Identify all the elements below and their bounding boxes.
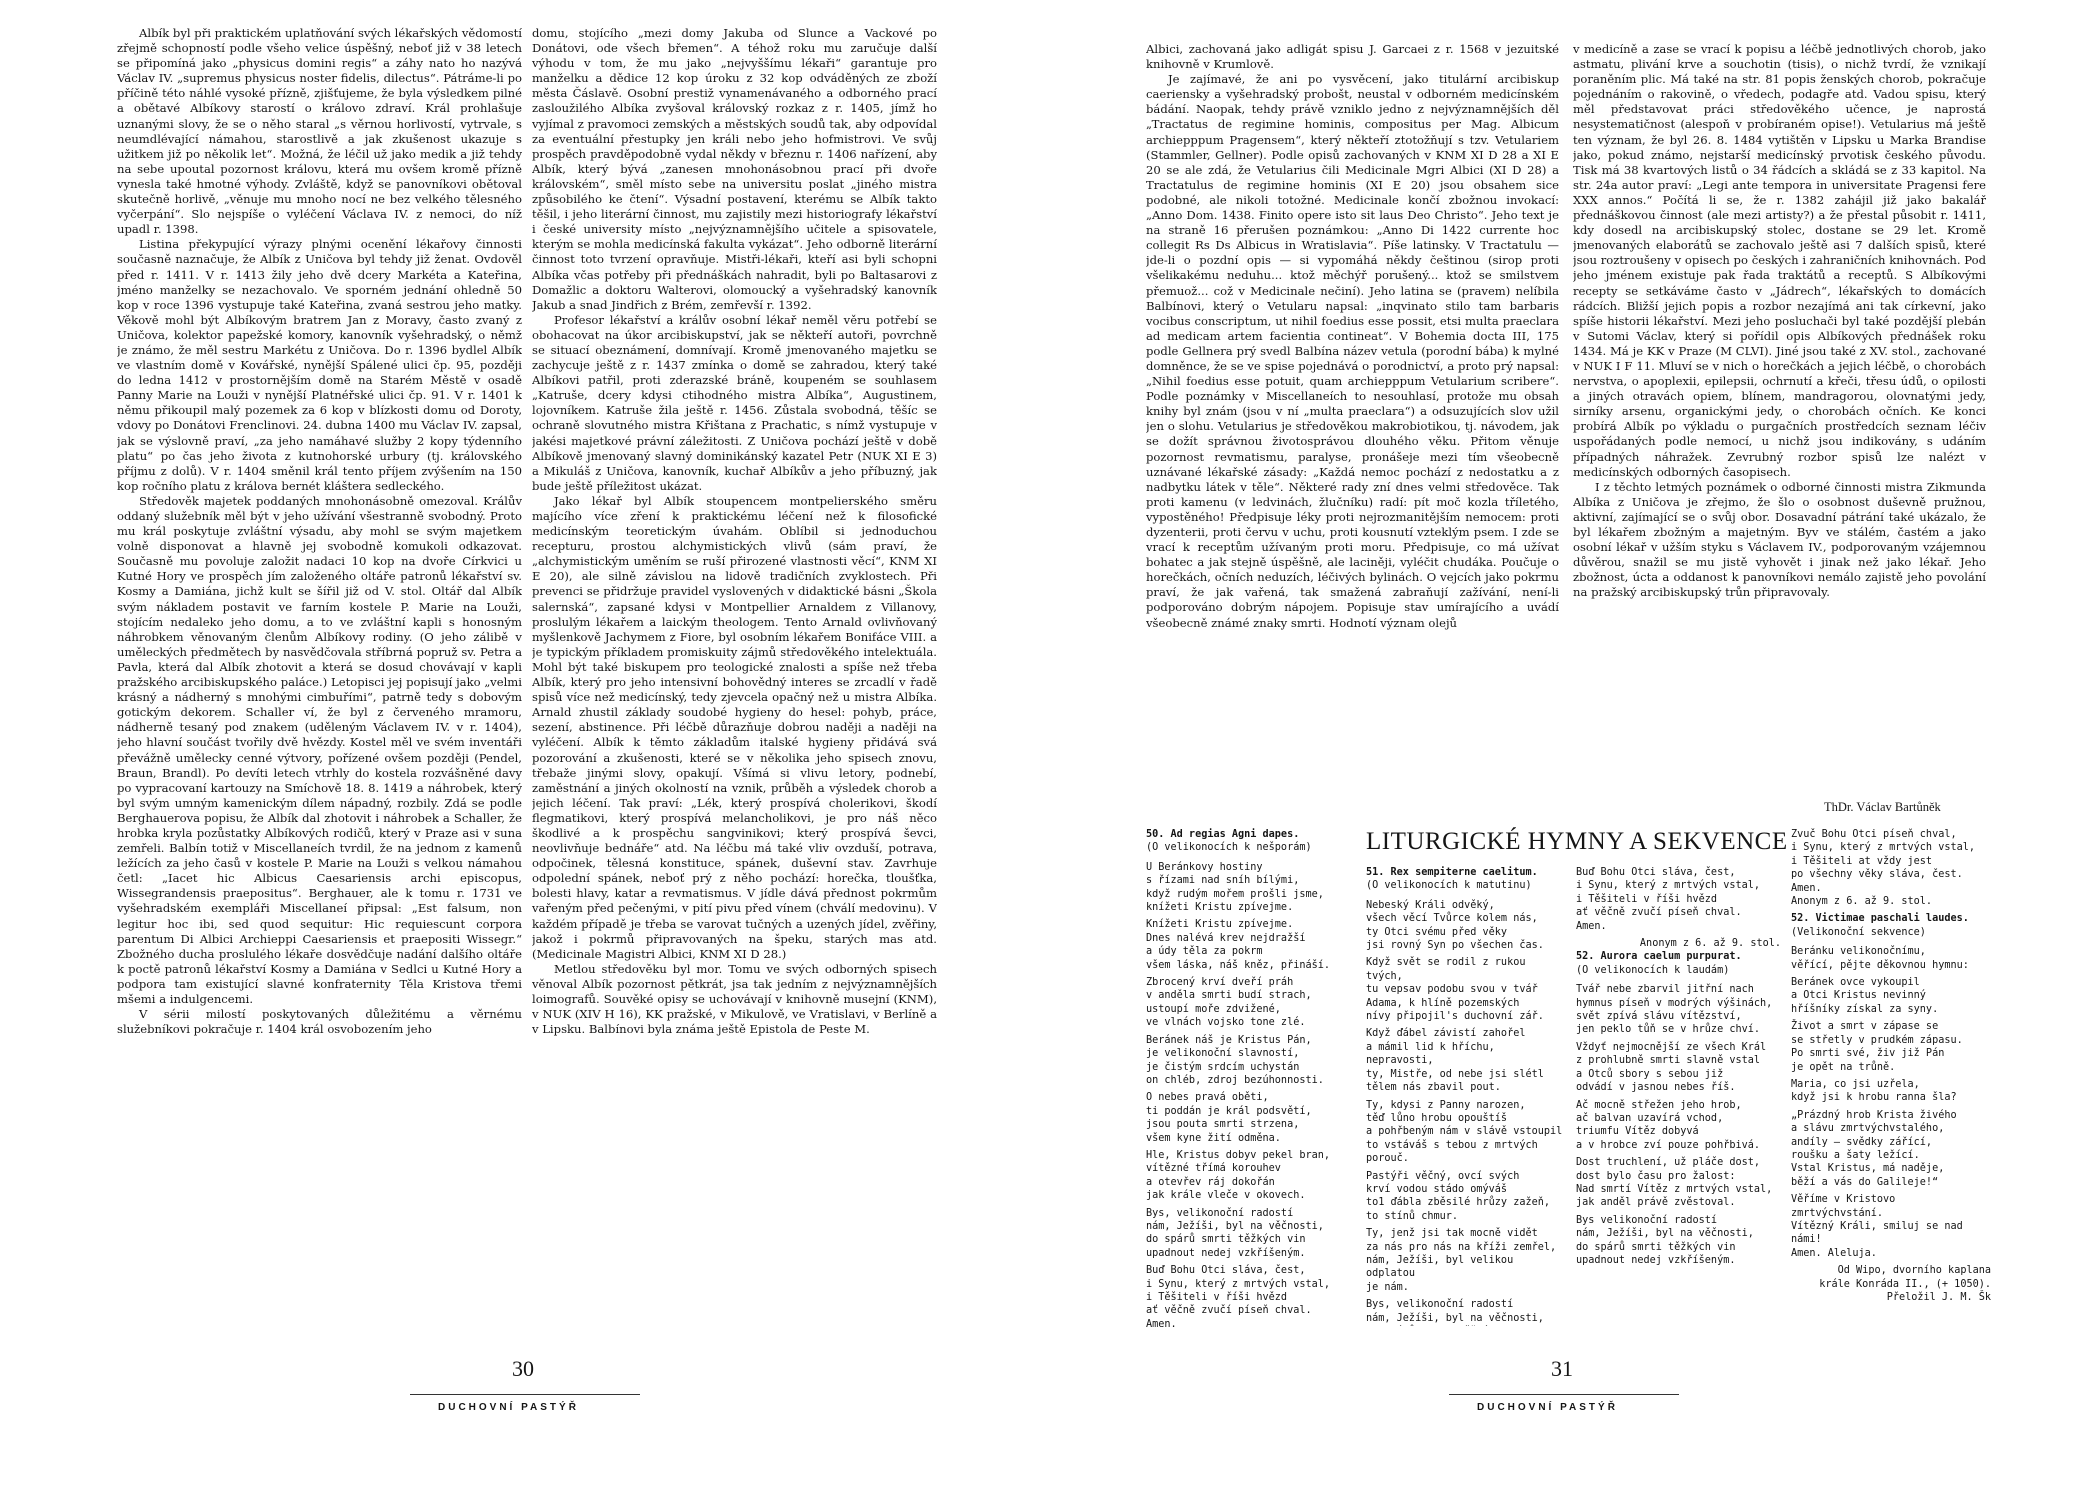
author-byline: ThDr. Václav Bartůněk xyxy=(1824,800,1941,814)
hymn-stanza: O nebes pravá oběti, ti poddán je král podsvětí, jsou pouta smrti strzena, všem kyne žití odměna. xyxy=(1146,1092,1312,1144)
hymn-author: Od Wipo, dvorního kaplana krále Konráda II., (+ 1050). Přeložil J. M. Šk xyxy=(1819,1265,1991,1303)
footer-rule-right xyxy=(1449,1394,1679,1395)
hymn-stanza: Hle, Kristus dobyv pekel bran, vítězné třímá korouhev a otevřev ráj dokořán jak krále vleče v okovech. xyxy=(1146,1149,1331,1202)
page-number-right: 31 xyxy=(1551,1356,1573,1381)
hymn-heading: 52. Aurora caelum purpurat. xyxy=(1576,951,1742,963)
right-column-1 xyxy=(1146,42,1559,819)
hymn-column-4 xyxy=(1791,828,1991,1328)
hymn-stanza: Buď Bohu Otci sláva, čest, i Synu, který z mrtvých vstal, i Těšiteli v říši hvězd ať věčně zvučí píseň chval. Amen. xyxy=(1146,1265,1331,1328)
hymn-stanza: Beránek ovce vykoupil a Otci Kristus nevinný hříšníky získal za syny. xyxy=(1791,977,1939,1015)
hymn-column-3 xyxy=(1576,866,1781,1326)
hymn-subtitle: (Velikonoční sekvence) xyxy=(1791,926,1926,938)
running-head-right: DUCHOVNÍ PASTÝŘ xyxy=(1477,1402,1618,1413)
hymn-subtitle: (O velikonocích k matutinu) xyxy=(1366,880,1532,892)
hymn-stanza: Beránek náš je Kristus Pán, je velikonoční slavností, je čistým srdcím uchystán on chléb, zdroj bezúhonnosti. xyxy=(1146,1034,1324,1086)
hymn-stanza: U Beránkovy hostiny s řízami nad sníh bílými, když rudým mořem prošli jsme, knížeti Kristu zpívejme. xyxy=(1146,861,1324,914)
hymn-heading: 51. Rex sempiterne caelitum. xyxy=(1366,867,1538,878)
paragraph: Metlou středověku byl mor. Tomu ve svých odborných spisech věnoval Albík pozornost pětkrát, jsa tak jedním z nejvýznamnějších loimografů. Souvěké opisy se uchovávají v knihovně musejní (KNM), v NUK (XIV H 16), KK pražské, v Mikulově, ve Vratislavi, v Berlíně a v Lipsku. Balbínovi byla známa ještě Epistola de Peste M. xyxy=(532,961,937,1037)
hymn-author: Anonym z 6. až 9. stol. xyxy=(1639,938,1781,950)
left-column-2 xyxy=(532,26,937,1326)
hymn-subtitle: (O velikonocích k nešporám) xyxy=(1146,842,1312,854)
paragraph: v medicíně a zase se vrací k popisu a léčbě jednotlivých chorob, jako astmatu, plivání krve a souchotin (tisis), o nichž tvrdí, že vznikají poraněním plic. Má také na str. 81 popis ženských chorob, pokračuje pojednáním o rakovině, o vředech, podagře atd. Vadou spisu, který měl představovat práci středověkého učence, je naprostá nesystematičnost (alespoň v probíraném opise!). Vetularius má ještě ten význam, že byl 26. 8. 1484 vytištěn v Lipsku u Marka Brandise jako, pokud známo, nejstarší medicínský prvotisk českého původu. Tisk má 38 kvartových listů o 34 řádcích a skládá se z 33 kapitol. Na str. 24a autor praví: „Legi ante tempora in universitate Pragensi fere XXX annos.“ Počítá li se, že r. 1382 zahájil již jako bakalář přednáškovou činnost (ale mezi artisty?) a že přestal působit r. 1411, kdy dosedl na arcibiskupský stolec, dostane se 29 let. Kromě jmenovaných elaborátů se zachovalo ještě asi 7 dalších spisů, které jsou roztroušeny v opisech po českých i zahraničních knihovnách. Pod jeho jménem existuje pak řada traktátů a receptů. S Albíkovými recepty se setkáváme často v „Jádrech“, lékařských to domácích rádcích. Bližší jejich popis a rozbor nezajímá ani tak církevní, jako spíše historii lékařství. Mezi jeho posluchači byl také pozdější plebán v Sutomi Václav, který si pořídil opis Albíkových přednášek roku 1434. Má je KK v Praze (M CLVI). Jiné jsou také z XV. stol., zachované v NUK I F 11. Mluví se v nich o horečkách a jejich léčbě, o chorobách nervstva, o apoplexii, epilepsii, ochrnutí a křeči, třesu údů, o opilosti a jiných otravách opiem, blínem, mandragorou, olovnatými jedy, sirníky arsenu, organickými jedy, o chorobách očních. Ke konci probírá Albík po výkladu o purgačních prostředcích seznam léčiv uspořádaných podle nemocí, u nichž jsou indikovány, s udáním případných náhražek. Zevrubný rozbor spisů lze nalézt v medicínských odborných časopisech. xyxy=(1573,42,1986,479)
hymn-stanza: Maria, co jsi uzřela, když jsi k hrobu ranna šla? xyxy=(1791,1078,1957,1104)
hymn-stanza: Pastýři věčný, ovcí svých krví vodou stádo omýváš to1 ďábla zběsilé hrůzy zažeň, to stínů chmur. xyxy=(1366,1170,1551,1222)
hymn-column-2 xyxy=(1366,866,1566,1326)
hymn-stanza: Ty, jenž jsi tak mocně vidět za nás pro nás na kříži zemřel, nám, Ježíši, byl velikou odplatou je nám. xyxy=(1366,1228,1557,1293)
hymn-stanza: Buď Bohu Otci sláva, čest, i Synu, který z mrtvých vstal, i Těšiteli v říši hvězd ať věčně zvučí píseň chval. Amen. xyxy=(1576,867,1761,932)
paragraph: Albík byl při praktickém uplatňování svých lékařských vědomostí zřejmě schopností podle všeho velice úspěšný, neboť již v 38 letech se připomíná jako „physicus domini regis“ a záhy nato ho nazývá Václav IV. „supremus physicus noster fidelis, dilectus“. Pátráme-li po příčině této náhlé vysoké přízně, zjišťujeme, že byla výsledkem pilné a obětavé Albíkovy starostí o královo zdraví. Král prohlašuje uznanými slovy, že se o něho staral „s věrnou horlivostí, vytrvale, s neumdlévající námahou, starostlivě a jak zkušenost ukazuje s užitkem již po několik let“. Možná, že léčil už jako medik a již tehdy na sebe upoutal pozornost královu, která mu ovšem kromě přízně vynesla také hmotné výhody. Zvláště, když se panovníkovi obětoval skutečně horlivě, „věnuje mu mnoho nocí ne bez velkého tělesného vyčerpání“. Slo nejspíše o vyléčení Václava IV. z nemoci, do níž upadl r. 1398. xyxy=(117,26,522,237)
hymn-stanza: Zvuč Bohu Otci píseň chval, i Synu, který z mrtvých vstal, i Těšiteli at vždy jest po všechny věky sláva, čest. Amen. Anonym z 6. až 9. stol. xyxy=(1791,829,1976,908)
hymn-stanza: Dost truchlení, už pláče dost, dost bylo času pro žalost: Nad smrtí Vítěz z mrtvých vstal, jak anděl právě zvěstoval. xyxy=(1576,1157,1773,1209)
hymn-stanza: Beránku velikonočnímu, věřící, pějte děkovnou hymnu: xyxy=(1791,946,1969,971)
hymn-stanza: Zbrocený krví dveří práh v anděla smrti budí strach, ustoupí moře zdvižené, ve vlnách vojsko tone zlé. xyxy=(1146,977,1312,1029)
hymn-stanza: Tvář nebe zbarvil jitřní nach hymnus píseň v modrých výšinách, svět zpívá slávu vítězství, jen peklo tůň se v hrůze chví. xyxy=(1576,984,1773,1036)
footer-rule-left xyxy=(410,1394,640,1395)
paragraph: V sérii milostí poskytovaných důležitému a věrnému služebníkovi pokračuje r. 1404 král osvobozením jeho xyxy=(117,1007,522,1037)
hymn-stanza: Bys, velikonoční radostí nám, Ježíši, byl na věčnosti, xyxy=(1366,1299,1544,1324)
hymn-stanza: Když ďábel závistí zahořel a mámil lid k hříchu, nepravosti, ty, Mistře, od nebe jsi slétl tělem nás zbavil pout. xyxy=(1366,1028,1544,1094)
hymn-stanza: Život a smrt v zápase se se střetly v prudkém zápasu. Po smrti své, živ již Pán je opět na trůně. xyxy=(1791,1021,1963,1073)
paragraph: Profesor lékařství a králův osobní lékař neměl věru potřebí se obohacovat na úkor arcibiskupství, jak se někteří autoři, povrchně se situací obeznámení, domnívají. Kromě jmenovaného majetku se zachycuje ještě z r. 1437 zmínka o domě se zahradou, který také Albíkovi patřil, proti zderazské bráně, koupeném se souhlasem „Katruše, dcery kdysi ctihodného mistra Albíka“, Augustinem, lojovníkem. Katruše žila ještě r. 1456. Zůstala svobodná, těšíc se ochraně slovutného mistra Křištana z Prachatic, s nímž vystupuje v jakési majetkové právní záležitosti. Z Uničova pochází ještě v době Albíkově jmenovaný slavný dominikánský kazatel Petr (NUK XI E 3) a Mikuláš z Uničova, kanovník, kuchař Albíkův a jeho příbuzný, jak bude ještě příležitost ukázat. xyxy=(532,312,937,493)
paragraph: Listina překypující výrazy plnými ocenění lékařovy činnosti současně naznačuje, že Albík z Uničova byl tehdy již ženat. Ovdověl před r. 1411. V r. 1413 žily jeho dvě dcery Markéta a Kateřina, jméno manželky se nezachovalo. Ve sporném jednání ohledně 50 kop v roce 1396 vystupuje také Kateřina, zvaná sestrou jeho matky. Věkově mohl být Albíkovým bratrem Jan z Moravy, často zvaný z Uničova, kolektor papežské komory, kanovník vyšehradský, o němž je známo, že měl sestru Markétu z Uničova. Do r. 1396 bydlel Albík ve vlastním domě v Kovářské, nynější Spálené ulici čp. 95, později do ledna 1412 v prostornějším domě na Starém Městě v osadě Panny Marie na Louži v nynější Platnéřské ulici čp. 91. V r. 1401 k němu přikoupil malý pozemek za 6 kop v blízkosti domu od Doroty, vdovy po Donátovi Frenclinovi. 24. dubna 1400 mu Václav IV. zapsal, jak se výslovně praví, „za jeho namáhavé služby 2 kopy týdenního platu“ po čas jeho života z kutnohorské urbury (tj. královského příjmu z dolů). V r. 1404 směnil král tento příjem zvýšením na 150 kop ročního platu z králova bernét kláštera sedleckého. xyxy=(117,237,522,493)
hymn-stanza: Vždyť nejmocnější ze všech Král z prohlubně smrti slavně vstal a Otců sbory s sebou již odvádí v jasnou nebes říš. xyxy=(1576,1041,1767,1094)
hymn-stanza: Ty, kdysi z Panny narozen, těď lůno hrobu opouštíš a pohřbeným nám v slávě vstoupil to vstáváš s tebou z mrtvých porouč. xyxy=(1366,1099,1563,1165)
right-page xyxy=(1039,0,2078,1500)
hymn-stanza: Bys velikonoční radostí nám, Ježíši, byl na věčnosti, do spárů smrti těžkých vin upadnout nedej vzkříšeným. xyxy=(1576,1214,1754,1266)
paragraph: Jako lékař byl Albík stoupencem montpelierského směru majícího více zření k praktickému léčení než k filosofické medicínským teoretickým úvahám. Oblíbil si jednoduchou recepturu, prostou alchymistických vlivů (sám praví, že „alchymistickým uměním se ruší přirozené vlastnosti věcí“, KNM XI E 20), ale silně závislou na lidově tradičních zvyklostech. Při prevenci se přidržuje pravidel vyslovených v didaktické básni „Škola salernská“, zapsané kdysi v Montpellier Arnaldem z Villanovy, proslulým lékařem a laickým theologem. Tento Arnald ovlivňovaný myšlenkově Jachymem z Fiore, byl osobním lékařem Bonifáce VIII. a je typickým příkladem promiskuity zájmů středověkého intelektuála. Mohl být také biskupem pro teologické znalosti a spíše než třeba Albík, který pro jeho intensivní bohovědný interes se zrcadlí v řadě spisů více než medicínský, tedy zjevcela opačný než u mistra Albíka. Arnald zhustil základy soudobé hygieny do hesel: pohyb, práce, sezení, abstinence. Při léčbě důrazňuje dobrou naději a naději na vyléčení. Albík k těmto základům italské hygieny přidává svá pozorování a zkušenosti, které se v několika jeho spisech znovu, třebaže jinými slovy, opakují. Všímá si vlivu letory, podnebí, zaměstnání a jiných okolností na vznik, průběh a výsledek chorob a jejich léčení. Tak praví: „Lék, který prospívá cholerikovi, škodí flegmatikovi, který prospívá melancholikovi, je pro náš něco škodlivé a k prospěchu sangvinikovi; který prospívá ševci, neovlivňuje bednáře“ atd. Na léčbu má také vliv ovzduší, potrava, odpočinek, tělesná konstituce, spánek, duševní stav. Zavrhuje odpolední spánek, neboť prý z něho pochází: horečka, tloušťka, bolesti hlavy, katar a revmatismus. V jídle dává přednost pokrmům vařeným před pečenými, v pití pivu před vínem (chválí medovinu). V každém případě je třeba se varovat tučných a uzených jídel, zvěřiny, jakož i pokrmů připravovaných na špeku, starých mas atd. (Medicinale Magistri Albici, KNM XI D 28.) xyxy=(532,493,937,961)
hymn-stanza: Když svět se rodil z rukou tvých, tu vepsav podobu svou v tvář Adama, k hlíně pozemských nívy připojil's duchovní zář. xyxy=(1366,957,1544,1023)
paragraph: domu, stojícího „mezi domy Jakuba od Slunce a Vackové po Donátovi, ode všech břemen“. A téhož roku mu zaručuje další výhodu v tom, že mu jako „nejvyššímu lékaři“ garantuje pro manželku a dědice 12 kop úroku z 32 kop odváděných ze zboží města Čáslavě. Osobní prestiž vynamenávaného a odborného prací zasloužilého Albíka zvyšoval královský rozkaz z r. 1405, jímž ho vyjímal z pravomoci zemských a městských soudů tak, aby odpovídal za eventuální přestupky jen králi nebo jeho hofmistrovi. Ve svůj prospěch pravděpodobně vydal někdy v březnu r. 1406 nařízení, aby Albík, který bývá „zanesen mnohonásobnou prací při dvoře královském“, směl místo sebe na universitu poslat „jiného mistra způsobilého ke čtení“. Výsadní postavení, kterému se Albík takto těšil, i jeho literární činnost, mu zajistily mezi historiografy lékařství i české university místo „nejvýznamnějšího učitele a spisovatele, kterým se mohla medicínská fakulta vykázat“. Jeho odborně literární činnost toto tvrzení opravňuje. Mistři-lékaři, kteří asi byli schopni Albíka včas potřeby při přednáškách nahradit, byli po Baltasarovi z Domažlic a doktoru Walterovi, olomoucký a vyšehradský kanovník Jakub a snad Jindřich z Brém, zemřevší r. 1392. xyxy=(532,26,937,312)
left-column-1 xyxy=(117,26,522,1326)
hymn-stanza: „Prázdný hrob Krista živého a slávu zmrtvýchvstalého, andíly — svědky zářící, roušku a šaty ležící. Vstal Kristus, má naděje, běží a vás do Galileje!“ xyxy=(1791,1109,1957,1188)
paragraph: Albici, zachovaná jako adligát spisu J. Garcaei z r. 1568 v jezuitské knihovně v Krumlově. xyxy=(1146,42,1559,72)
hymn-heading: 50. Ad regias Agni dapes. xyxy=(1146,829,1300,840)
hymn-stanza: Nebeský Králi odvěký, všech věcí Tvůrce kolem nás, ty Otci svému před věky jsi rovný Syn po všechen čas. xyxy=(1366,899,1544,952)
hymn-heading: 52. Victimae paschali laudes. xyxy=(1791,913,1969,925)
hymn-stanza: Ač mocně střežen jeho hrob, ač balvan uzavírá vchod, triumfu Vítěz dobyvá a v hrobce zví pouze pohřbivá. xyxy=(1576,1099,1761,1151)
paragraph: Je zajímavé, že ani po vysvěcení, jako titulární arcibiskup caeriensky a vyšehradský probošt, neustal v odborném medicínském bádání. Naopak, tehdy právě vzniklo jedno z nejvýznamnějších děl „Tractatus de regimine hominis, compositus per Mag. Albicum archiepppum Pragensem“, který někteří ztotožňují s tzv. Vetulariem (Stammler, Gellner). Podle opisů zachovaných v KNM XI D 28 a XI E 20 se ale zdá, že Vetularius čili Medicinale Mgri Albici (XI D 28) a Tractatulus de regimine hominis (XI E 20) jsou obsahem sice podobné, ale nikoli totožné. Medicinale končí zbožnou invokací: „Anno Dom. 1438. Finito opere isto sit laus Deo Christo“. Jeho text je na straně 16 přerušen poznámkou: „Anno Di 1422 currente hoc collegit Rs Ds Albicus in Wratislavia“. Píše latinsky. V Tractatulu — jde-li o pozdní opis — si vypomáhá někdy češtinou (sirop proti všelikakému neduhu... ktož měchýř porušený... ktož se smilstvem přemuož... což v Medicinale nečiní). Jeho latina se (pravem) nelíbila Balbínovi, který o Vetularu napsal: „inqvinato stilo tam barbaris vocibus conscriptum, ut nihil foedius esse possit, etsi multa praeclara ad medicam artem facientia contineat“. V Bohemia docta III, 175 podle Gellnera prý svedl Balbína název vetula (porodní bába) k mylné domněnce, že se ve spise pojednává o porodnictví, a proto prý napsal: „Nihil foedius esse potuit, quam archiepppum Vetularium scribere“. Podle poznámky v Miscellaneích to nesouhlasí, protože mu obsah knihy byl znám (jsou v ní „multa praeclara“) a odsuzujících slov užil jen o slohu. Vetularius je středověkou makrobiotikou, tj. návodem, jak se dožít správnou životosprávou dlouhého věku. Přitom věnuje pozornost revmatismu, paralyse, pronášeje mezi tím všeobecně uznávané lékařské zásady: „Každá nemoc pochází z nedostatku a z nadbytku látek v těle“. Některé rady zní dnes velmi středověce. Tak proti kamenu (v ledvinách, žlučníku) radí: pít moč kozla tříletého, vypostěného! Předpisuje léky proti nejrozmanitějším nemocem: proti dyzenterii, proti červu v uchu, proti kousnutí vzteklým psem. I zde se vrací k receptům užívaným proti moru. Předpisuje, co má užívat bohatec a jak stejně úspěšně, ale laciněji, vyléčit chudáka. Poučuje o horečkách, očních neduzích, léčivých bylinách. O vejcích jako pokrmu praví, že jak vařená, tak smažená zabraňují zažívání, není-li podporováno dobrým nápojem. Popisuje stav umírajícího a uvádí všeobecně známé znaky smrti. Hodnotí význam olejů xyxy=(1146,72,1559,630)
hymn-stanza: Bys, velikonoční radostí nám, Ježíši, byl na věčnosti, do spárů smrti těžkých vin upadnout nedej vzkříšeným. xyxy=(1146,1207,1324,1259)
paragraph: I z těchto letmých poznámek o odborné činnosti mistra Zikmunda Albíka z Uničova je zřejmo, že šlo o osobnost duševně pružnou, aktivní, zajímající se o svůj obor. Dosavadní pátrání také ukázalo, že byl lékařem zbožným a majetným. Byv ve stálém, častém a jako osobní lékař v užším styku s Václavem IV., podporovaným vzájemnou důvěrou, snažil se mu jistě vyhovět i jinak než jako lékař. Jeho zbožnost, úcta a oddanost k panovníkovi nemálo zajistě jeho povolání na pražský arcibiskupský trůn připravovaly. xyxy=(1573,479,1986,600)
paragraph: Středověk majetek poddaných mnohonásobně omezoval. Králův oddaný služebník měl být v jeho užívání všestranně svobodný. Proto mu král poskytuje zvláštní výsadu, aby mohl se svým majetkem volně disponovat a hlavně jej svobodně komukoli odkazovat. Současně mu povoluje založit nadaci 10 kop na dvoře Církvici u Kutné Hory ve prospěch jím založeného oltáře patronů lékařství sv. Kosmy a Damiána, jichž kult se šířil již od V. stol. Oltář dal Albík svým nákladem postavit ve farním kostele P. Marie na Louži, stojícím nedaleko jeho domu, a to ve zvláštní kapli s honosným náhrobkem věnovaným členům Albíkovy rodiny. (O jeho zálibě v uměleckých předmětech by nasvědčovala stříbrná popruž sv. Petra a Pavla, která dal Albík zhotovit a která se dosud chovávají v kapli pražského arcibiskupského paláce.) Letopisci jej popisují jako „velmi krásný a nádherný s mnohými cimbuřími“, patrně tedy s dobovým gotickým dekorem. Schaller ví, že byl z červeného mramoru, nádherně tesaný pod znakem (uděleným Václavem IV. v r. 1404), jeho hlavní součást tvořily dvě hvězdy. Kostel měl ve svém inventáři převážně umělecky cenné výtvory, pořízené ovšem později (Pendel, Braun, Brandl). Po devíti letech vtrhly do kostela rozvášněné davy po vypracovaní kartouzy na Smíchově 18. 8. 1419 a náhrobek, který byl svým umným kamenickým dílem nápadný, rozbily. Zdá se podle Berghauerova popisu, že Albík dal zhotovit i náhrobek a Schaller, že hrobka kryla pozůstatky Albíkových rodičů, který v Praze asi v suna zemřeli. Balbín totiž v Miscellaneích tvrdil, že na jednom z kamenů ležících za jeho časů v kostele P. Marie na Louži s velkou námahou četl: „Iacet hic Albicus Caesariensis archi episcopus, Wissegrandensis praepositus“. Berghauer, ale k tomu r. 1731 ve vyšehradském exempláři Miscellaneí připsal: „Est falsum, non legitur hoc ibi, sed quod sequitur: Hic requiescunt corpora parentum Di Albici Archieppi Caesariensis et praepositi Wissegr.“ Zbožného ducha proslulého lékaře dosvědčuje nadání dalšího oltáře k poctě patronů lékařství Kosmy a Damiána v Sedlci u Kutné Hory a podpora tam existující slavné konfraternity Těla Kristova třemi mšemi a indulgencemi. xyxy=(117,493,522,1006)
hymn-column-1 xyxy=(1146,828,1356,1328)
hymns-section-title: LITURGICKÉ HYMNY A SEKVENCE xyxy=(1366,828,1788,855)
hymn-stanza: Knížeti Kristu zpívejme. Dnes nalévá krev nejdražší a údy těla za pokrm všem láska, náš kněz, přináší. xyxy=(1146,919,1331,971)
hymn-stanza: Věříme v Kristovo zmrtvýchvstání. Vítězný Králi, smiluj se nad námi! Amen. Aleluja. xyxy=(1791,1194,1963,1259)
page-number-left: 30 xyxy=(512,1356,534,1381)
hymn-subtitle: (O velikonocích k laudám) xyxy=(1576,964,1730,976)
running-head-left: DUCHOVNÍ PASTÝŘ xyxy=(438,1402,579,1413)
